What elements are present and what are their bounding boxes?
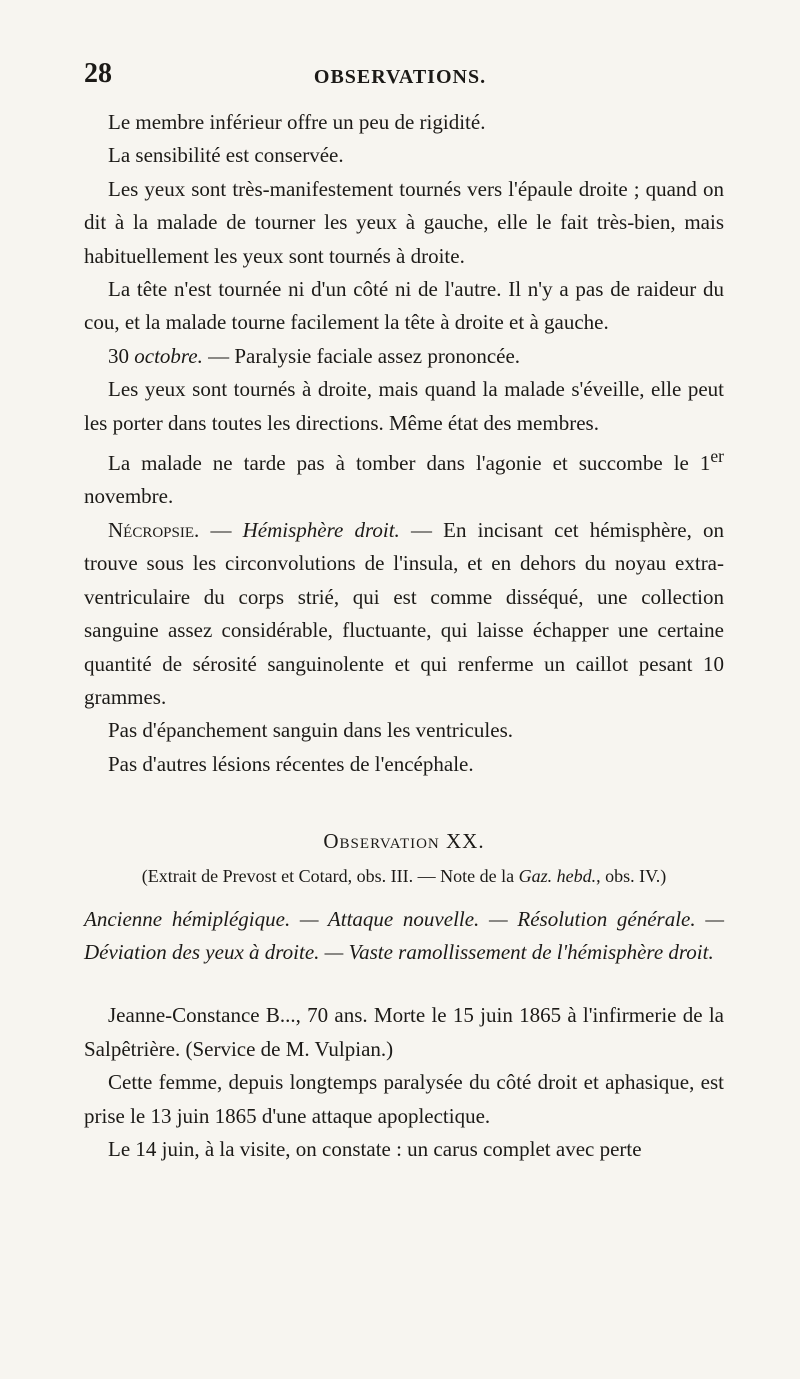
- source-journal: Gaz. hebd.: [518, 865, 597, 886]
- paragraph-october: [84, 340, 724, 373]
- observation-title: Observation XX.: [323, 829, 485, 854]
- page-header: [0, 58, 800, 98]
- paragraph: Pas d'autres lésions récentes de l'encéphale.: [108, 751, 474, 776]
- paragraph: Les yeux sont très-manifestement tournés vers l'épaule droite ; quand on dit à la malade de tourner les yeux à gauche, elle le fait très-bien, mais habituellement les yeux sont tournés à droite.: [84, 176, 724, 268]
- death-text: La malade ne tarde pas à tomber dans l'agonie et succombe le: [108, 451, 700, 476]
- date-month: octobre.: [134, 343, 203, 368]
- paragraph: Le 14 juin, à la visite, on constate : un carus complet avec perte: [108, 1136, 642, 1161]
- observation-source: [84, 863, 724, 889]
- page-number: 28: [84, 58, 112, 89]
- death-day-suffix: er: [710, 446, 724, 467]
- paragraph: La sensibilité est conservée.: [108, 143, 344, 168]
- paragraph: Le membre inférieur offre un peu de rigidité.: [108, 110, 486, 134]
- october-text: — Paralysie faciale assez prononcée.: [202, 343, 521, 368]
- paragraph: Les yeux sont tournés à droite, mais quand la malade s'éveille, elle peut les porter dans toutes les directions. Même état des membres.: [84, 377, 724, 435]
- paragraph-death: [84, 440, 724, 514]
- paragraph: Pas d'épanchement sanguin dans les ventricules.: [108, 718, 514, 743]
- paragraph: La tête n'est tournée ni d'un côté ni de l'autre. Il n'y a pas de raideur du cou, et la malade tourne facilement la tête à droite et à gauche.: [84, 277, 724, 335]
- paragraph-necropsy: [84, 514, 724, 714]
- death-month: novembre.: [84, 484, 174, 509]
- observation-summary: Ancienne hémiplégique. — Attaque nouvelle. — Résolution générale. — Déviation des yeux à droite. — Vaste ramollissement de l'hémisphère droit.: [84, 906, 724, 964]
- running-head: OBSERVATIONS.: [313, 66, 487, 88]
- necropsy-dash: —: [199, 517, 243, 542]
- page-body: [84, 106, 724, 1166]
- necropsy-subject: Hémisphère droit.: [242, 517, 400, 542]
- date-number: 30: [108, 343, 129, 368]
- paragraph: Cette femme, depuis longtemps paralysée du côté droit et aphasique, est prise le 13 juin 1865 d'une attaque apoplectique.: [84, 1070, 724, 1128]
- paragraph: Jeanne-Constance B..., 70 ans. Morte le 15 juin 1865 à l'infirmerie de la Salpêtrière. (Service de M. Vulpian.): [84, 1003, 724, 1061]
- necropsy-text: — En incisant cet hémisphère, on trouve sous les circonvolutions de l'insula, et en dehors du noyau extra-ventriculaire du corps strié, qui est comme disséqué, une collection sanguine assez considérable, fluctuante, qui laisse échapper une certaine quantité de sérosité sanguinolente et qui renferme un caillot pesant 10 grammes.: [84, 517, 724, 709]
- source-text-end: , obs. IV.): [596, 865, 667, 886]
- source-text: (Extrait de Prevost et Cotard, obs. III. — Note de la: [141, 865, 519, 886]
- necropsy-label: Nécropsie.: [108, 517, 200, 542]
- death-day: 1: [699, 451, 711, 476]
